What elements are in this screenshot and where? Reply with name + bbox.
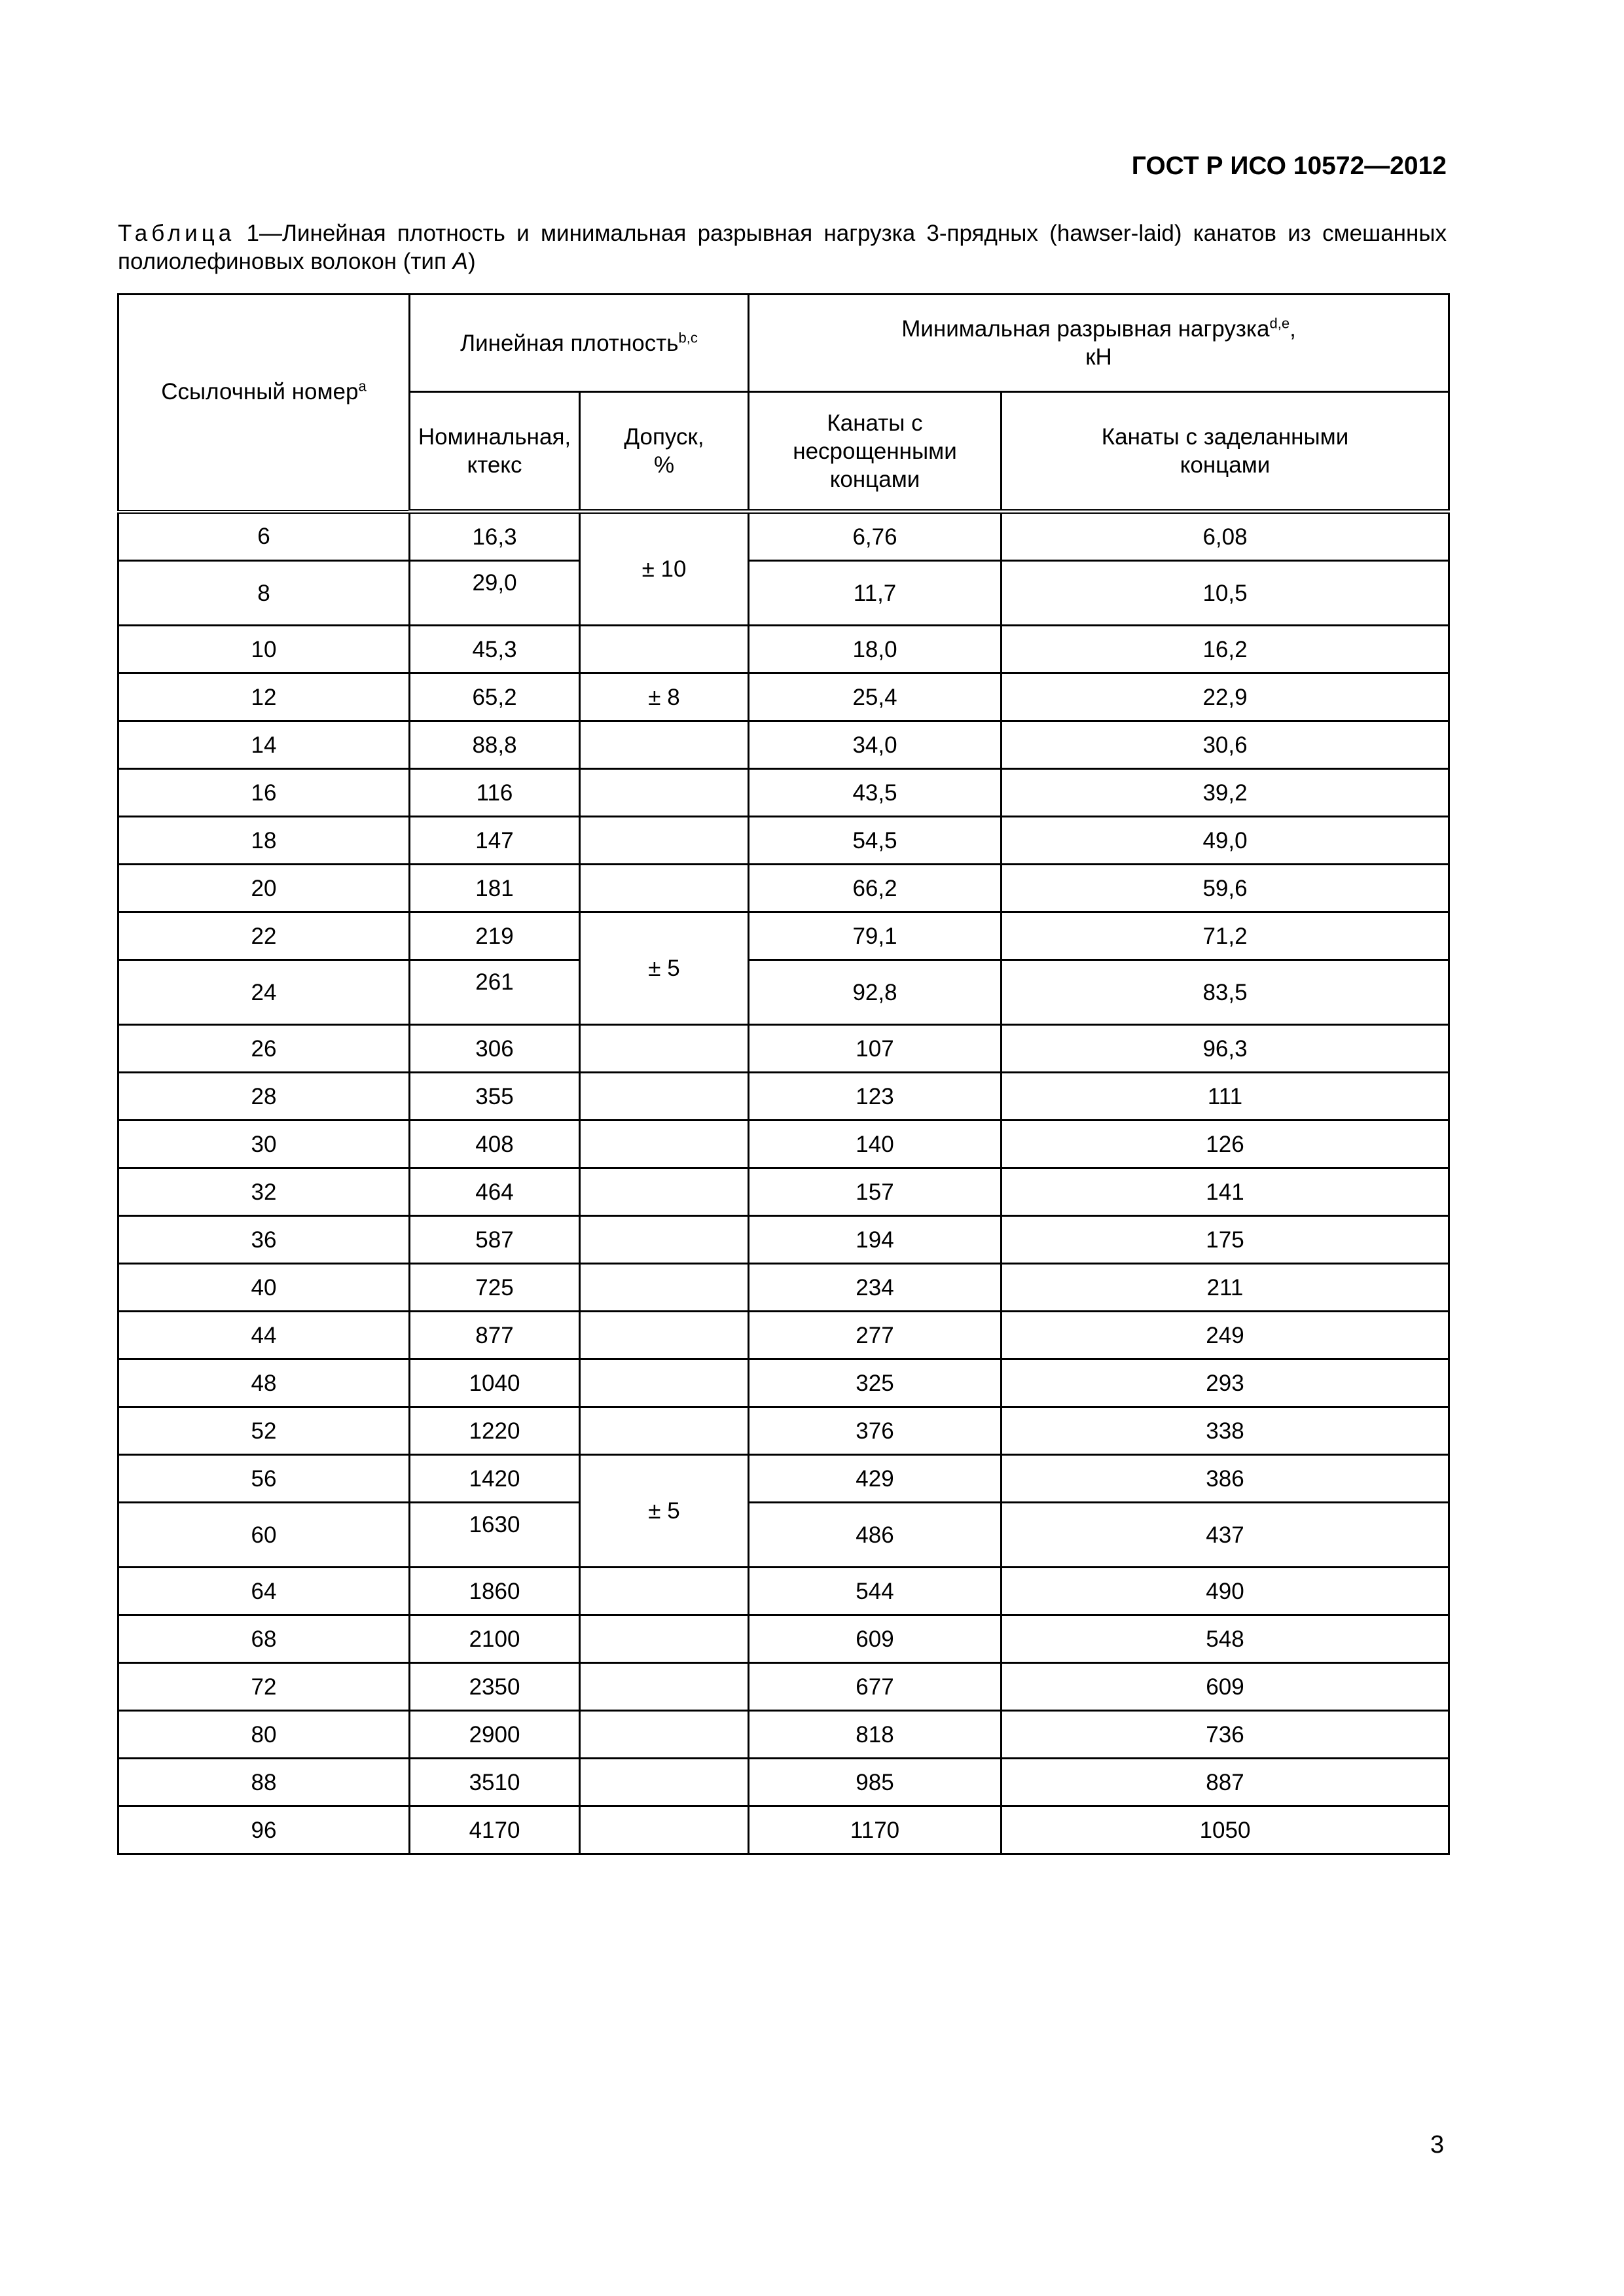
cell-ref-number: 20 <box>118 865 410 912</box>
cell-spliced-load: 175 <box>1001 1216 1449 1264</box>
cell-ref-number: 18 <box>118 817 410 865</box>
cell-tolerance-empty <box>580 1568 749 1615</box>
cell-nominal-density: 1860 <box>410 1568 580 1615</box>
cell-unspliced-load: 544 <box>749 1568 1001 1615</box>
table-row <box>118 1216 1449 1264</box>
cell-ref-number: 24 <box>118 960 410 1025</box>
cell-spliced-load: 437 <box>1001 1503 1449 1568</box>
cell-nominal-density: 877 <box>410 1312 580 1359</box>
cell-ref-number: 28 <box>118 1073 410 1121</box>
cell-ref-number: 40 <box>118 1264 410 1312</box>
cell-ref-number: 56 <box>118 1455 410 1503</box>
cell-nominal-density: 587 <box>410 1216 580 1264</box>
properties-table <box>117 293 1450 1855</box>
header-spliced: Канаты с заделанными концами <box>1001 392 1449 512</box>
header-min-breaking-load: Минимальная разрывная нагрузка$^{d,e}$, кН <box>749 295 1449 392</box>
cell-tolerance: ± 10 <box>580 512 749 626</box>
table-row <box>118 912 1449 960</box>
caption-type-letter: A <box>452 249 468 274</box>
cell-tolerance-empty <box>580 626 749 673</box>
cell-spliced-load: 6,08 <box>1001 512 1449 561</box>
cell-tolerance-empty <box>580 1264 749 1312</box>
cell-unspliced-load: 18,0 <box>749 626 1001 673</box>
header-tolerance: Допуск, % <box>580 392 749 512</box>
cell-spliced-load: 30,6 <box>1001 721 1449 769</box>
cell-tolerance-empty <box>580 865 749 912</box>
cell-nominal-density: 1220 <box>410 1407 580 1455</box>
cell-tolerance-empty <box>580 1359 749 1407</box>
table-row <box>118 673 1449 721</box>
page-number: 3 <box>1430 2131 1445 2159</box>
table-row <box>118 960 1449 1025</box>
cell-unspliced-load: 277 <box>749 1312 1001 1359</box>
cell-unspliced-load: 677 <box>749 1663 1001 1711</box>
cell-nominal-density: 88,8 <box>410 721 580 769</box>
cell-spliced-load: 609 <box>1001 1663 1449 1711</box>
cell-nominal-density: 464 <box>410 1168 580 1216</box>
cell-unspliced-load: 325 <box>749 1359 1001 1407</box>
cell-tolerance-empty <box>580 1216 749 1264</box>
table-row <box>118 1455 1449 1503</box>
cell-spliced-load: 96,3 <box>1001 1025 1449 1073</box>
cell-ref-number: 64 <box>118 1568 410 1615</box>
cell-tolerance-empty <box>580 1121 749 1168</box>
table-row <box>118 721 1449 769</box>
table-row <box>118 1615 1449 1663</box>
table-row <box>118 1312 1449 1359</box>
cell-nominal-density: 181 <box>410 865 580 912</box>
cell-unspliced-load: 6,76 <box>749 512 1001 561</box>
cell-nominal-density: 4170 <box>410 1806 580 1854</box>
table-row <box>118 1264 1449 1312</box>
cell-spliced-load: 141 <box>1001 1168 1449 1216</box>
cell-spliced-load: 211 <box>1001 1264 1449 1312</box>
cell-tolerance-empty <box>580 1711 749 1759</box>
cell-spliced-load: 16,2 <box>1001 626 1449 673</box>
cell-ref-number: 6 <box>118 512 410 561</box>
cell-ref-number: 26 <box>118 1025 410 1073</box>
cell-unspliced-load: 985 <box>749 1759 1001 1806</box>
cell-unspliced-load: 376 <box>749 1407 1001 1455</box>
table-row <box>118 865 1449 912</box>
cell-ref-number: 60 <box>118 1503 410 1568</box>
cell-unspliced-load: 92,8 <box>749 960 1001 1025</box>
cell-ref-number: 48 <box>118 1359 410 1407</box>
cell-unspliced-load: 43,5 <box>749 769 1001 817</box>
cell-ref-number: 12 <box>118 673 410 721</box>
table-row <box>118 769 1449 817</box>
cell-spliced-load: 887 <box>1001 1759 1449 1806</box>
cell-spliced-load: 59,6 <box>1001 865 1449 912</box>
cell-ref-number: 72 <box>118 1663 410 1711</box>
cell-spliced-load: 1050 <box>1001 1806 1449 1854</box>
cell-nominal-density: 408 <box>410 1121 580 1168</box>
cell-spliced-load: 249 <box>1001 1312 1449 1359</box>
cell-tolerance-empty <box>580 1407 749 1455</box>
header-ref-number: Ссылочный номер$^a$ <box>118 295 410 512</box>
cell-ref-number: 14 <box>118 721 410 769</box>
cell-ref-number: 96 <box>118 1806 410 1854</box>
cell-spliced-load: 83,5 <box>1001 960 1449 1025</box>
cell-ref-number: 88 <box>118 1759 410 1806</box>
cell-ref-number: 80 <box>118 1711 410 1759</box>
table-row <box>118 626 1449 673</box>
table-row <box>118 561 1449 626</box>
header-nominal: Номинальная, ктекс <box>410 392 580 512</box>
cell-unspliced-load: 818 <box>749 1711 1001 1759</box>
header-unspliced: Канаты с несрощенными концами <box>749 392 1001 512</box>
cell-unspliced-load: 25,4 <box>749 673 1001 721</box>
cell-nominal-density: 1630 <box>410 1503 580 1568</box>
table-caption <box>118 219 1447 276</box>
cell-unspliced-load: 234 <box>749 1264 1001 1312</box>
cell-nominal-density: 355 <box>410 1073 580 1121</box>
cell-spliced-load: 548 <box>1001 1615 1449 1663</box>
table-row <box>118 1407 1449 1455</box>
cell-ref-number: 44 <box>118 1312 410 1359</box>
cell-spliced-load: 736 <box>1001 1711 1449 1759</box>
cell-tolerance-empty <box>580 1806 749 1854</box>
cell-unspliced-load: 429 <box>749 1455 1001 1503</box>
cell-spliced-load: 111 <box>1001 1073 1449 1121</box>
table-row <box>118 1025 1449 1073</box>
cell-unspliced-load: 66,2 <box>749 865 1001 912</box>
table-row <box>118 1168 1449 1216</box>
cell-nominal-density: 3510 <box>410 1759 580 1806</box>
cell-unspliced-load: 486 <box>749 1503 1001 1568</box>
cell-tolerance-empty <box>580 1759 749 1806</box>
cell-nominal-density: 147 <box>410 817 580 865</box>
table-row <box>118 1568 1449 1615</box>
cell-unspliced-load: 107 <box>749 1025 1001 1073</box>
caption-number: 1 <box>246 221 259 246</box>
cell-unspliced-load: 11,7 <box>749 561 1001 626</box>
cell-spliced-load: 71,2 <box>1001 912 1449 960</box>
cell-spliced-load: 386 <box>1001 1455 1449 1503</box>
table-row <box>118 512 1449 561</box>
cell-ref-number: 36 <box>118 1216 410 1264</box>
cell-unspliced-load: 140 <box>749 1121 1001 1168</box>
cell-tolerance-empty <box>580 721 749 769</box>
cell-tolerance: ± 5 <box>580 912 749 1025</box>
cell-ref-number: 22 <box>118 912 410 960</box>
cell-nominal-density: 725 <box>410 1264 580 1312</box>
cell-nominal-density: 16,3 <box>410 512 580 561</box>
caption-close: ) <box>468 249 476 274</box>
cell-tolerance-empty <box>580 1312 749 1359</box>
table-row <box>118 1663 1449 1711</box>
cell-nominal-density: 65,2 <box>410 673 580 721</box>
table-row <box>118 1121 1449 1168</box>
cell-tolerance-empty <box>580 1073 749 1121</box>
cell-spliced-load: 293 <box>1001 1359 1449 1407</box>
caption-dash: — <box>259 221 282 246</box>
cell-unspliced-load: 34,0 <box>749 721 1001 769</box>
cell-unspliced-load: 79,1 <box>749 912 1001 960</box>
cell-spliced-load: 22,9 <box>1001 673 1449 721</box>
cell-unspliced-load: 123 <box>749 1073 1001 1121</box>
cell-spliced-load: 126 <box>1001 1121 1449 1168</box>
cell-tolerance-empty <box>580 1663 749 1711</box>
cell-nominal-density: 2900 <box>410 1711 580 1759</box>
cell-unspliced-load: 54,5 <box>749 817 1001 865</box>
table-row <box>118 1806 1449 1854</box>
cell-spliced-load: 49,0 <box>1001 817 1449 865</box>
cell-ref-number: 52 <box>118 1407 410 1455</box>
cell-nominal-density: 1420 <box>410 1455 580 1503</box>
cell-spliced-load: 490 <box>1001 1568 1449 1615</box>
cell-ref-number: 16 <box>118 769 410 817</box>
table-row <box>118 1359 1449 1407</box>
cell-tolerance-empty <box>580 1615 749 1663</box>
cell-ref-number: 32 <box>118 1168 410 1216</box>
cell-ref-number: 10 <box>118 626 410 673</box>
cell-tolerance: ± 5 <box>580 1455 749 1568</box>
table-row <box>118 1073 1449 1121</box>
cell-tolerance-empty <box>580 769 749 817</box>
cell-ref-number: 8 <box>118 561 410 626</box>
table-row <box>118 817 1449 865</box>
table-row <box>118 1503 1449 1568</box>
cell-unspliced-load: 194 <box>749 1216 1001 1264</box>
cell-unspliced-load: 1170 <box>749 1806 1001 1854</box>
caption-text: Линейная плотность и минимальная разрывная нагрузка 3-прядных (hawser-laid) канатов из смешанных полиолефиновых волокон (тип <box>118 221 1447 274</box>
cell-tolerance-empty <box>580 817 749 865</box>
cell-ref-number: 68 <box>118 1615 410 1663</box>
cell-nominal-density: 219 <box>410 912 580 960</box>
cell-tolerance-empty <box>580 1025 749 1073</box>
cell-nominal-density: 306 <box>410 1025 580 1073</box>
cell-nominal-density: 29,0 <box>410 561 580 626</box>
cell-spliced-load: 338 <box>1001 1407 1449 1455</box>
caption-label: Таблица <box>118 221 236 246</box>
cell-nominal-density: 2350 <box>410 1663 580 1711</box>
cell-tolerance-empty <box>580 1168 749 1216</box>
cell-nominal-density: 116 <box>410 769 580 817</box>
cell-tolerance: ± 8 <box>580 673 749 721</box>
cell-nominal-density: 261 <box>410 960 580 1025</box>
cell-unspliced-load: 157 <box>749 1168 1001 1216</box>
header-linear-density: Линейная плотность$^{b,c}$ <box>410 295 749 392</box>
table-row <box>118 1759 1449 1806</box>
cell-spliced-load: 10,5 <box>1001 561 1449 626</box>
table-row <box>118 1711 1449 1759</box>
cell-nominal-density: 2100 <box>410 1615 580 1663</box>
cell-unspliced-load: 609 <box>749 1615 1001 1663</box>
cell-ref-number: 30 <box>118 1121 410 1168</box>
cell-spliced-load: 39,2 <box>1001 769 1449 817</box>
cell-nominal-density: 45,3 <box>410 626 580 673</box>
cell-nominal-density: 1040 <box>410 1359 580 1407</box>
document-code: ГОСТ Р ИСО 10572—2012 <box>1131 152 1447 180</box>
